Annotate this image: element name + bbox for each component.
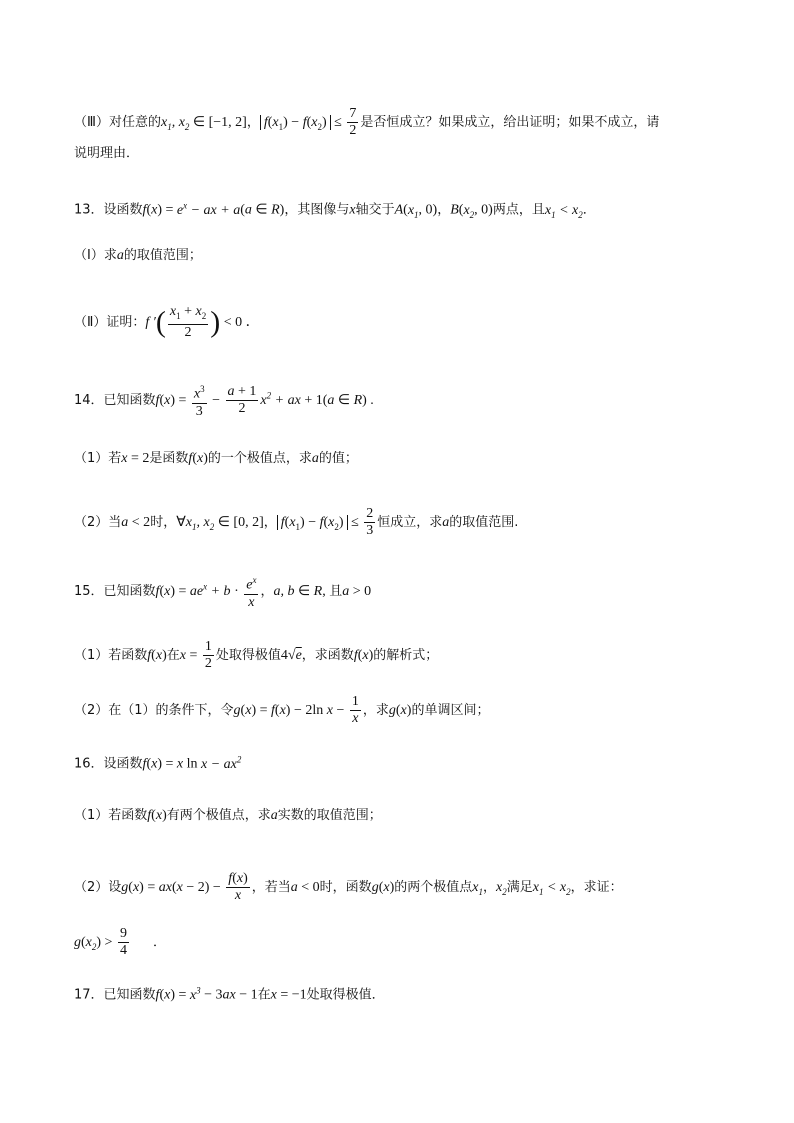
fraction: $\frac{1}{x}$ <box>351 694 359 726</box>
problem-13: 13．设函数$f(x) = e^x$ − ax + a(a ∈ R)，其图像与x轴交于$A(x_1$, 0)，$B(x_2$, 0)两点，且$x_1 < x_2$． <box>74 200 596 220</box>
fraction: $\frac{x^3}{3}$ <box>192 381 207 420</box>
problem-15: 15．已知函数$f(x) = ae^x + b$ · $\frac{e^x}{x}$ ，a, b ∈ R, 且a > 0 <box>74 572 734 611</box>
problem-15-part-1: （1）若函数f(x)在x = $\frac{1}{2}$ 处取得极值4√e，求函数f(x)的解析式； <box>74 639 439 671</box>
math-abs: $f(x_1) - f(x_2)$ <box>260 115 331 130</box>
fraction: $\frac{2}{3}$ <box>366 506 374 538</box>
fraction: $\frac{9}{4}$ <box>119 926 127 958</box>
problem-17: 17．已知函数$f(x) = x^3 - 3ax - 1$在x = −1处取得极值． <box>74 985 385 1003</box>
fraction: $\frac{x_1 + x_2}{2}$ <box>169 304 207 340</box>
problem-14: 14．已知函数f(x) = $\frac{x^3}{3}$ − $\frac{a + 1}{2}$ $x^2$ + ax + 1(a ∈ R) . <box>74 381 734 420</box>
math-abs: $f(x_1) - f(x_2)$ <box>277 515 348 530</box>
problem-13-part-1: （Ⅰ）求a的取值范围； <box>74 248 202 263</box>
problem-12-part-3-cont: 说明理由． <box>74 146 140 161</box>
problem-16-part-1: （1）若函数f(x)有两个极值点，求a实数的取值范围； <box>74 808 382 823</box>
problem-14-part-2: （2）当a < 2时，$\forall x_1$, $x_2$ ∈ [0, 2]， $f(x_1) - f(x_2)$ ≤ $\frac{2}{3}$ 恒成立，求a的取值范围. <box>74 506 519 538</box>
problem-14-part-1: （1）若x = 2是函数f(x)的一个极值点，求a的值； <box>74 451 358 466</box>
fraction: $\frac{e^x}{x}$ <box>244 572 258 611</box>
fraction: $\frac{f(x)}{x}$ <box>228 871 248 903</box>
problem-15-part-2: （2）在（1）的条件下，令g(x) = f(x) − 2ln x − $\frac{1}{x}$ ，求g(x)的单调区间； <box>74 694 490 726</box>
problem-13-part-2: （Ⅱ）证明：f ′( $\frac{x_1 + x_2}{2}$ ) < 0 ． <box>74 304 260 340</box>
problem-16: 16．设函数f(x) = x $\ln x - ax^2$ <box>74 754 242 772</box>
problem-12-part-3: （Ⅲ）对任意的$x_1$, $x_2$ ∈ [−1, 2]， $f(x_1) - f(x_2)$ ≤ $\frac{7}{2}$ 是否恒成立？如果成立，给出证明；如果不成立，请 <box>74 106 660 138</box>
fraction: $\frac{a + 1}{2}$ <box>227 383 257 416</box>
fraction: $\frac{7}{2}$ <box>349 106 357 138</box>
fraction: $\frac{1}{2}$ <box>204 639 212 671</box>
math: $x_1$, $x_2$ <box>160 115 190 132</box>
problem-16-part-2-cont: $g(x_2)$ > $\frac{9}{4}$ ． <box>74 926 166 958</box>
problem-16-part-2: （2）设g(x) = ax(x − 2) − $\frac{f(x)}{x}$ ，若当a < 0时，函数g(x)的两个极值点$x_1$，$x_2$满足$x_1 < x_2$，求证： <box>74 871 623 903</box>
